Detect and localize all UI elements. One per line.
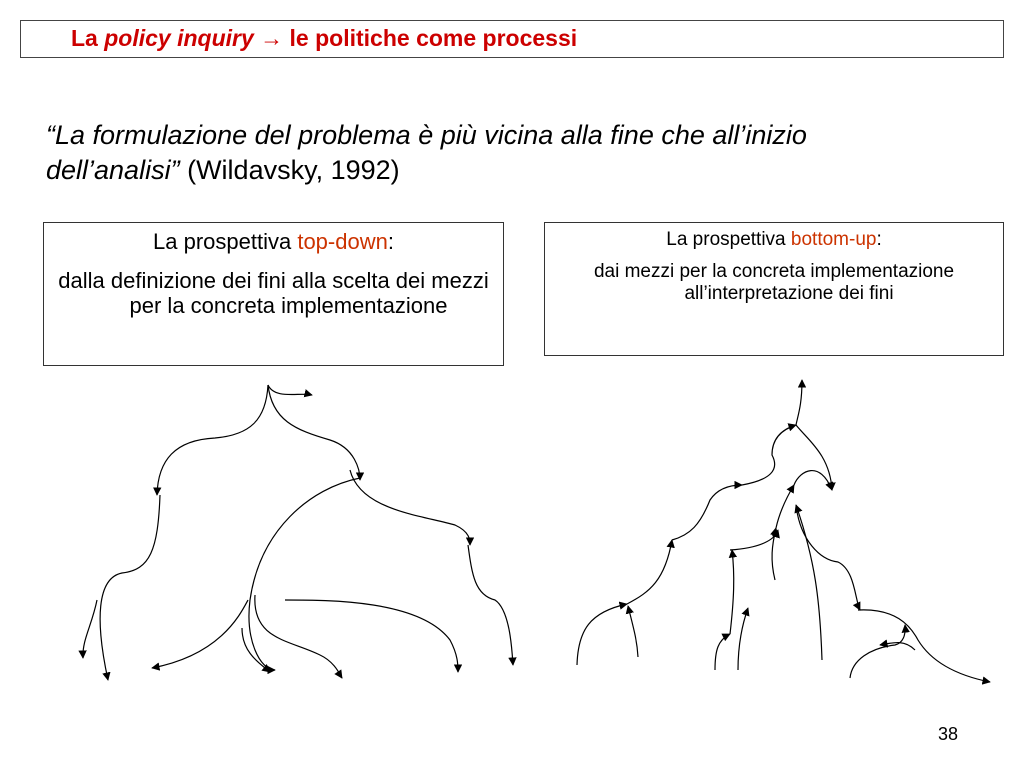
bottom-up-box [544, 222, 1004, 356]
bottom-up-keyword: bottom-up [790, 229, 877, 250]
top-down-box [43, 222, 504, 366]
top-down-tree [83, 385, 513, 680]
page-number: 38 [938, 724, 959, 744]
quote-citation: (Wildavsky, 1992) [179, 155, 400, 185]
top-down-description: dalla definizione dei fini alla scelta dei mezzi per la concreta implementazione [58, 268, 489, 318]
title-italic: policy inquiry [104, 25, 254, 51]
title-suffix: le politiche come processi [283, 25, 578, 51]
bottom-up-tree [577, 380, 990, 682]
process-trees-diagram [0, 370, 1024, 700]
bottom-up-colon: : [876, 229, 882, 250]
bottom-up-label: La prospettiva [666, 229, 791, 250]
quote [46, 118, 946, 188]
slide-title [71, 25, 577, 52]
right-arrow-icon: → [260, 25, 284, 51]
title-bar [20, 20, 1004, 58]
top-down-label: La prospettiva [153, 229, 298, 254]
title-prefix: La [71, 25, 105, 51]
bottom-up-description: dai mezzi per la concreta implementazione all’interpretazione dei fini [593, 261, 955, 304]
top-down-colon: : [387, 229, 394, 254]
top-down-keyword: top-down [297, 229, 388, 254]
quote-text: “La formulazione del problema è più vicina alla fine che all’inizio dell’analisi” [46, 120, 807, 185]
bottom-up-heading [545, 229, 1003, 251]
top-down-heading [44, 229, 503, 254]
